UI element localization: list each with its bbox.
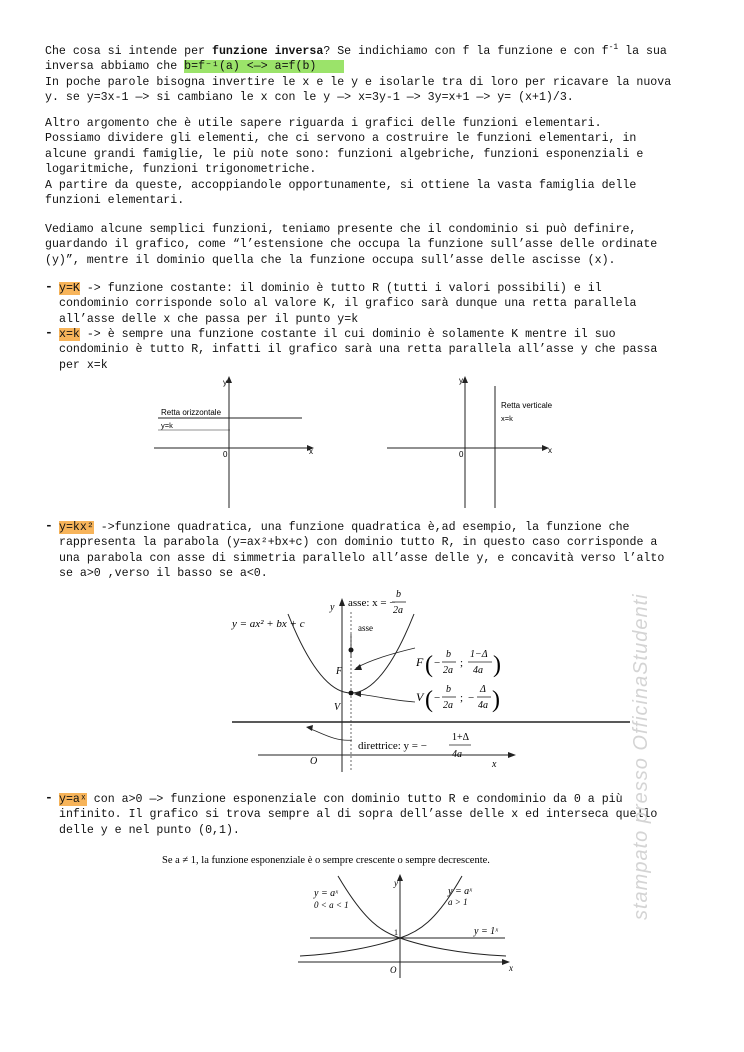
bullet-mark: - <box>45 279 53 294</box>
svg-text:): ) <box>492 687 500 713</box>
bullet-quadratic: y=kx² ->funzione quadratica, una funzione quadratica è,ad esempio, la funzione che rappresenta la parabola (y=ax²+bx+c) con dominio tutto R, in questo caso corrisponde a una parabola con asse di simmetria parallelo all’asse delle y, e concavità verso l’alto se a>0 ,verso il basso se a<0. <box>59 521 665 581</box>
svg-text:2a: 2a <box>443 665 453 676</box>
highlight-y-kx2: y=kx² <box>59 521 94 534</box>
origin-label: O <box>390 965 397 975</box>
svg-text:1+Δ: 1+Δ <box>452 732 470 743</box>
svg-text:4a: 4a <box>473 665 483 676</box>
bullet-constant-x: x=k -> è sempre una funzione costante il cui dominio è solamente K mentre il suo condominio è tutto R, infatti il grafico sarà una retta parallela all’asse y che passa per x=k <box>59 328 658 372</box>
highlight-y-k: y=K <box>59 282 80 295</box>
svg-text:;: ; <box>460 692 464 704</box>
y-axis-label: y <box>223 378 227 387</box>
graph-title: Retta verticale <box>501 401 553 410</box>
intercept-label: 1 <box>394 928 398 937</box>
svg-text:b: b <box>446 649 451 660</box>
bold-term: funzione inversa <box>211 44 324 58</box>
origin-label: 0 <box>223 450 228 459</box>
origin-label: O <box>310 756 318 767</box>
vertical-line-graph <box>385 372 565 508</box>
svg-text:2a: 2a <box>393 605 403 616</box>
svg-text:−: − <box>434 692 441 704</box>
equation-label: y=k <box>161 421 173 430</box>
parabola-equation: y = ax² + bx + c <box>232 618 305 630</box>
svg-text:(: ( <box>425 687 433 713</box>
focus-formula: F <box>416 655 424 669</box>
svg-text:−: − <box>434 657 441 669</box>
constant-equation: y = 1ˣ <box>474 926 499 937</box>
x-axis-label: x <box>309 447 313 456</box>
svg-text:4a: 4a <box>452 749 462 760</box>
svg-text:2a: 2a <box>443 700 453 711</box>
increasing-condition: a > 1 <box>448 897 468 907</box>
svg-text:−: − <box>468 692 475 704</box>
bullet-exponential: y=aˣ con a>0 —> funzione esponenziale con dominio tutto R e condominio da 0 a più infinito. Il grafico si trova sempre al di sopra dell’asse delle x ed interseca quello delle y e nel punto (0,1). <box>59 793 658 837</box>
exponential-graph <box>160 850 560 980</box>
bullet-mark: - <box>45 518 53 533</box>
bullet-mark: - <box>45 790 53 805</box>
focus-point-label: F <box>336 666 343 677</box>
bullet-constant-y: y=K -> funzione costante: il dominio è tutto R (tutti i valori possibili) e il condominio corrisponde solo al valore K, il grafico sarà dunque una retta parallela all’asse delle x che passa per il punto y=k <box>59 282 637 326</box>
y-axis-label: y <box>459 376 463 385</box>
svg-text:4a: 4a <box>478 700 488 711</box>
increasing-equation: y = aˣ <box>448 886 473 897</box>
bullet-mark: - <box>45 325 53 340</box>
axis-formula: asse: x = − <box>348 597 396 609</box>
svg-text:b: b <box>396 589 401 600</box>
intro-paragraph: Che cosa si intende per funzione inversa? Se indichiamo con f la funzione e con $f^{-1}$ la sua inversa abbiamo che b=f⁻¹(a) <—> a=f(b) In poche parole bisogna invertire le x e le y e isolarle tra di loro per ricavare la nuova y. se y=3x-1 —> si cambiano le x con le y —> x=3y-1 —> 3y=x+1 —> y= (x+1)/3. <box>45 43 672 105</box>
directrix-formula: direttrice: y = − <box>358 740 427 752</box>
svg-text:): ) <box>493 652 501 678</box>
svg-text:1−Δ: 1−Δ <box>470 649 488 660</box>
exponential-caption: Se a ≠ 1, la funzione esponenziale è o sempre crescente o sempre decrescente. <box>162 855 490 866</box>
inverse-formula-highlight: b=f⁻¹(a) <—> a=f(b) <box>184 60 317 74</box>
x-axis-label: x <box>492 759 497 770</box>
y-axis-label: y <box>394 878 398 888</box>
vertex-point-label: V <box>334 702 341 713</box>
watermark: stampato presso OfficinaStudenti <box>630 593 652 920</box>
decreasing-equation: y = aˣ <box>314 888 339 899</box>
svg-text:Δ: Δ <box>480 684 486 695</box>
svg-text:;: ; <box>460 657 464 669</box>
highlight-y-ax: y=aˣ <box>59 793 87 806</box>
parabola-graph <box>230 582 630 782</box>
x-axis-label: x <box>509 963 513 973</box>
y-axis-label: y <box>330 602 335 613</box>
horizontal-line-graph <box>150 372 330 508</box>
svg-text:(: ( <box>425 652 433 678</box>
elementary-functions-paragraph: Altro argomento che è utile sapere riguarda i grafici delle funzioni elementari. Possiamo dividere gli elementi, che ci servono a costruire le funzioni elementari, in alcune grandi famiglie, le più note sono: funzioni algebriche, funzioni esponenziali e logaritmiche, funzioni trigonometriche. A partire da queste, accoppiandole opportunamente, si ottiene la vasta famiglia delle funzioni elementari. <box>45 117 644 208</box>
graph-title: Retta orizzontale <box>161 408 222 417</box>
equation-label: x=k <box>501 414 513 423</box>
axis-label: asse <box>358 623 373 633</box>
domain-paragraph: Vediamo alcune semplici funzioni, teniamo presente che il condominio si può definire, guardando il grafico, come “l’estensione che occupa la funzione sull’asse delle ordinate (y)”, mentre il dominio quella che la funzione occupa sull’asse delle ascisse (x). <box>45 223 658 267</box>
highlight-x-k: x=k <box>59 328 80 341</box>
origin-label: 0 <box>459 450 464 459</box>
svg-text:b: b <box>446 684 451 695</box>
decreasing-condition: 0 < a < 1 <box>314 900 349 910</box>
vertex-formula: V <box>416 690 424 704</box>
x-axis-label: x <box>548 446 552 455</box>
